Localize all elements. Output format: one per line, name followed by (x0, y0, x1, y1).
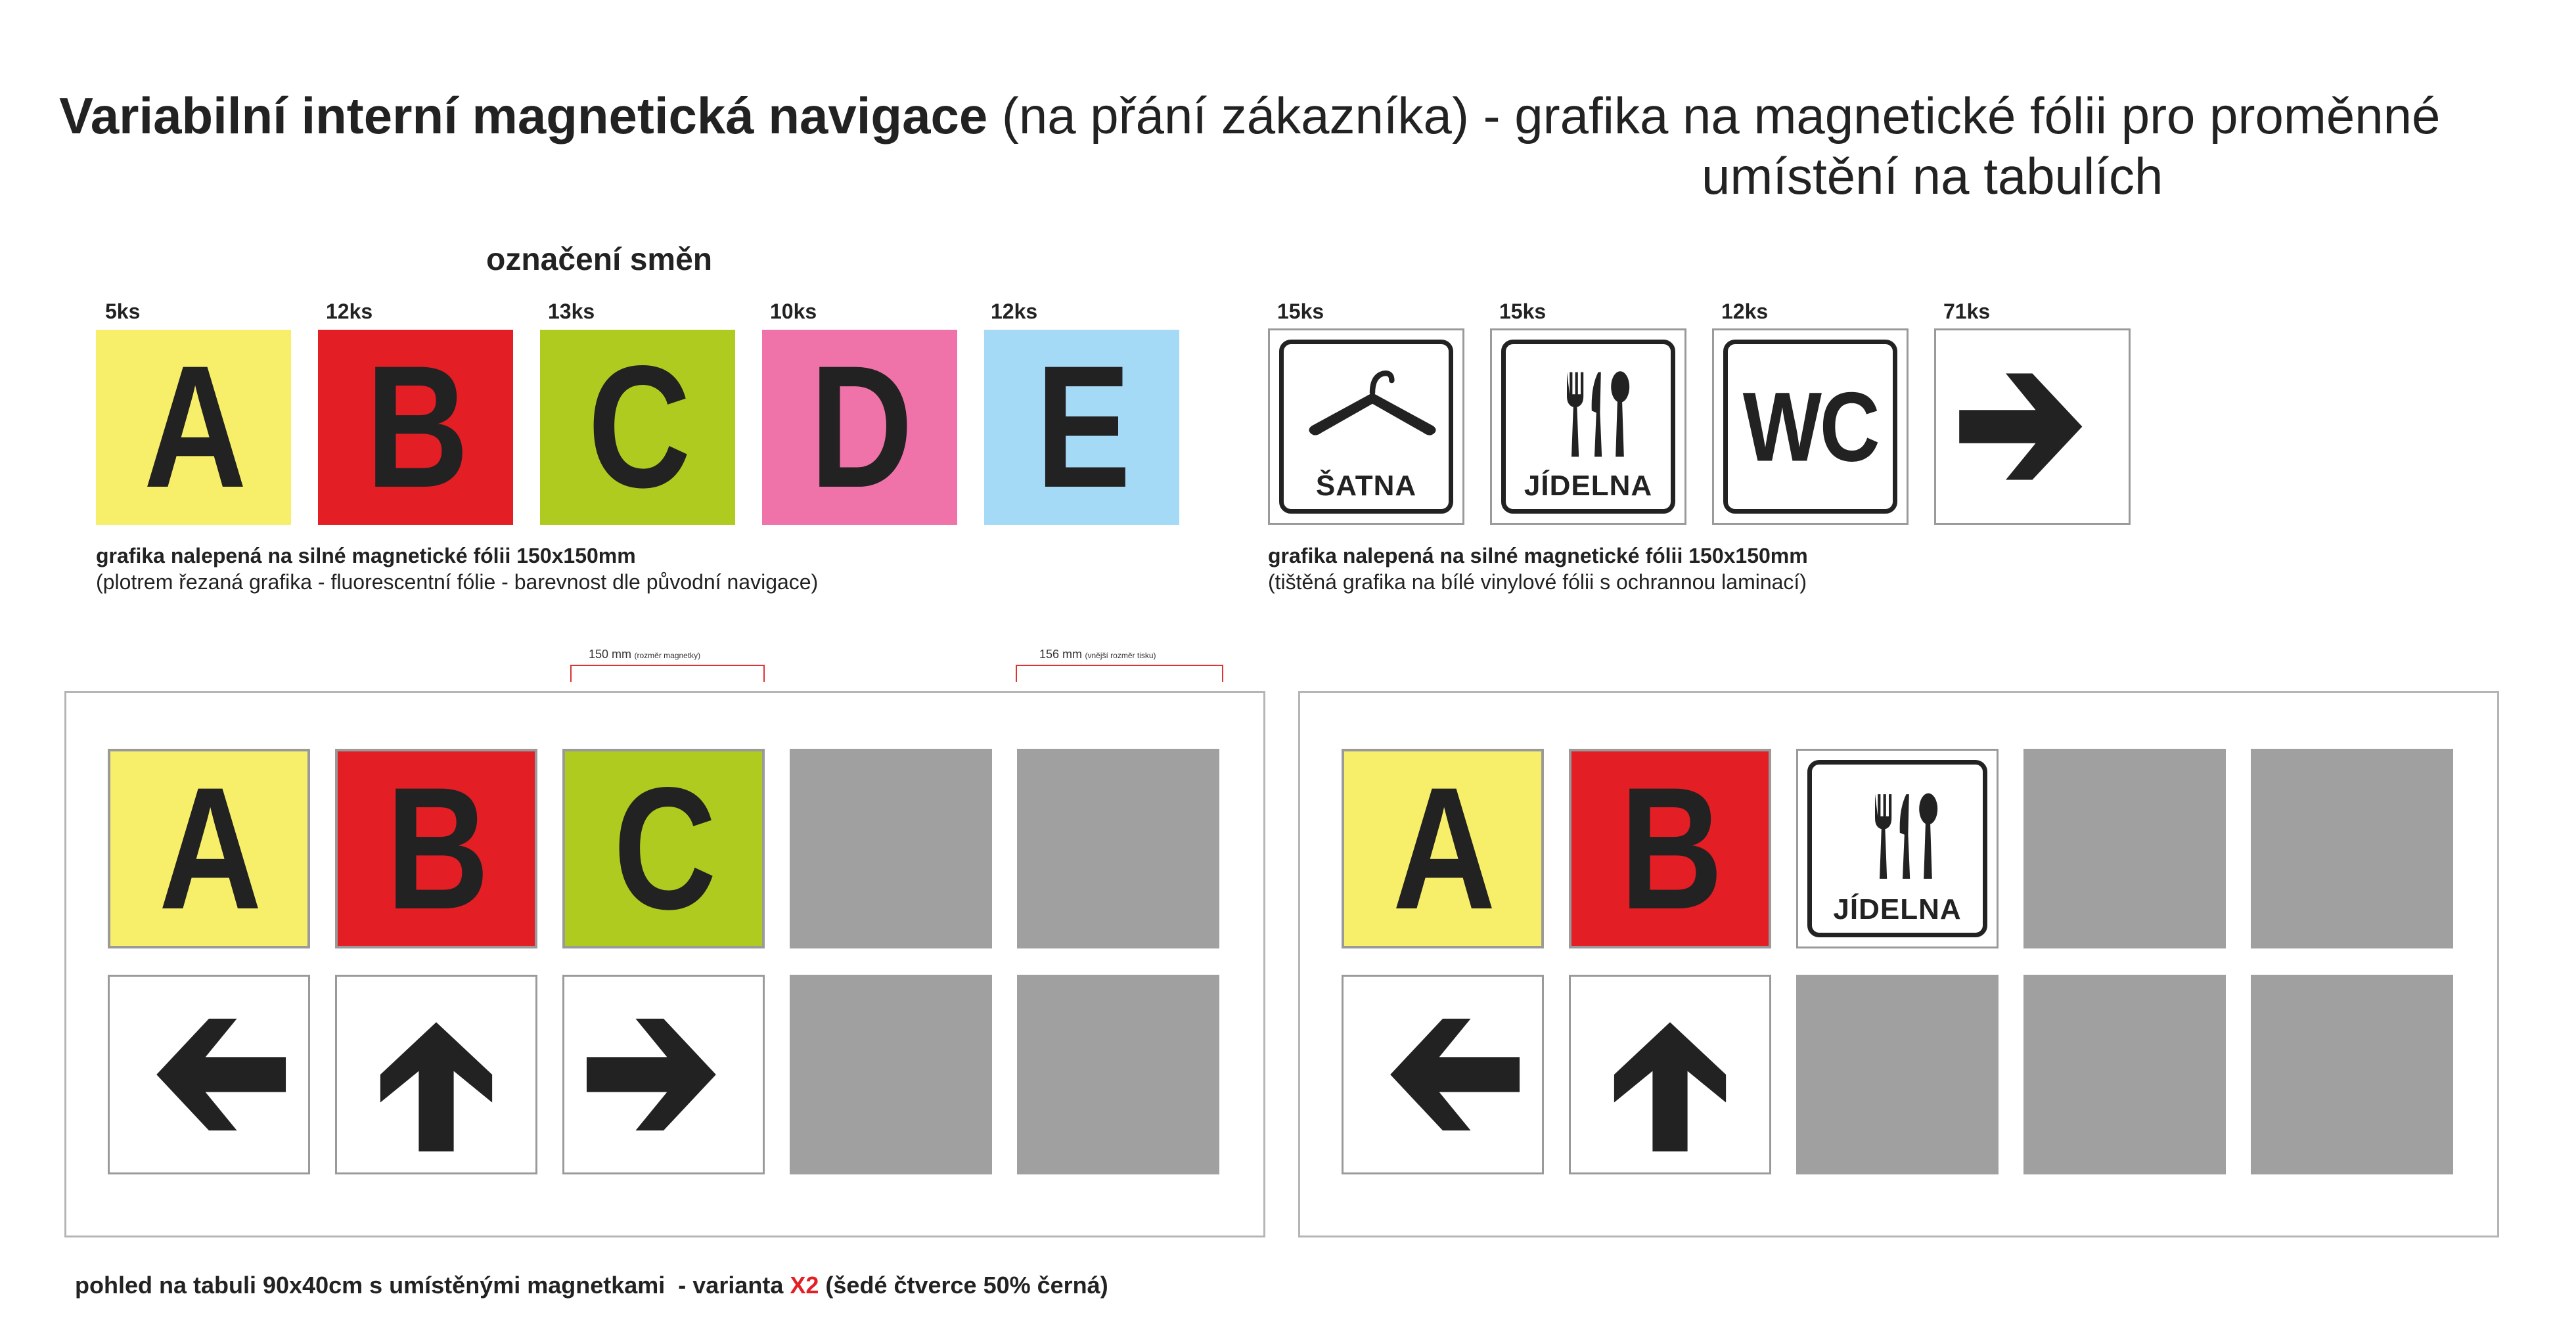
pict-note-detail: (tištěná grafika na bílé vinylové fólii s ochrannou laminací) (1268, 570, 1807, 594)
qty-satna: 15ks (1277, 300, 1324, 323)
title-bold: Variabilní interní magnetická navigace (59, 87, 988, 145)
dim-magnet-tick-left (570, 665, 572, 682)
board-right-gray-tile (1796, 975, 1999, 1174)
board-right-tile-a: A (1342, 749, 1544, 948)
arrow-right-icon (1949, 344, 2115, 510)
qty-e: 12ks (991, 300, 1038, 323)
board-left-tile-arrow-right (562, 975, 765, 1174)
board-left-tile-c: C (562, 749, 765, 948)
board-right-gray-tile (2251, 749, 2453, 948)
board-left-gray-tile (790, 749, 992, 948)
shift-tile-b: B (318, 330, 513, 525)
board-right-gray-tile (2023, 749, 2226, 948)
board-right-gray-tile (2251, 975, 2453, 1174)
qty-wc: 12ks (1721, 300, 1769, 323)
dim-magnet-label: 150 mm (rozměr magnetky) (589, 648, 701, 661)
wc-icon: WC (1742, 371, 1878, 481)
qty-d: 10ks (770, 300, 817, 323)
shift-tile-e: E (984, 330, 1179, 525)
pict-tile-satna (1268, 328, 1464, 525)
board-left-tile-a: A (108, 749, 310, 948)
qty-a: 5ks (105, 300, 141, 323)
board-right-gray-tile (2023, 975, 2226, 1174)
hanger-icon (1303, 364, 1441, 449)
qty-jidelna: 15ks (1499, 300, 1547, 323)
board-left-gray-tile (1017, 975, 1219, 1174)
arrow-right-icon (576, 987, 751, 1162)
page-title (59, 85, 2556, 146)
dim-print-label: 156 mm (vnější rozměr tisku) (1039, 648, 1156, 661)
pict-caption-jidelna: JÍDELNA (1524, 470, 1653, 502)
qty-arrow: 71ks (1943, 300, 1991, 323)
qty-b: 12ks (326, 300, 373, 323)
arrow-up-icon (1583, 987, 1757, 1162)
dim-print-tick-right (1222, 665, 1223, 682)
arrow-left-icon (122, 987, 296, 1162)
qty-c: 13ks (548, 300, 595, 323)
arrow-up-icon (349, 987, 524, 1162)
pict-note-bold: grafika nalepená na silné magnetické fólii 150x150mm (1268, 544, 1808, 568)
shift-note-detail: (plotrem řezaná grafika - fluorescentní fólie - barevnost dle původní navigace) (96, 570, 819, 594)
board-right-tile-b: B (1569, 749, 1771, 948)
title-rest: (na přání zákazníka) - grafika na magnetické fólii pro proměnné (987, 87, 2441, 145)
pict-caption-satna: ŠATNA (1315, 470, 1417, 502)
board-left-tile-arrow-left (108, 975, 310, 1174)
pict-note (1268, 543, 1808, 595)
footer-text: pohled na tabuli 90x40cm s umístěnými magnetkami - varianta (75, 1272, 790, 1299)
shift-tile-d: D (762, 330, 957, 525)
dim-magnet-line (570, 665, 765, 666)
board-left-gray-tile (790, 975, 992, 1174)
pict-tile-jidelna (1490, 328, 1686, 525)
footer-caption (75, 1272, 1108, 1299)
board-right-tile-arrow-left (1342, 975, 1544, 1174)
board-right-jidelna-caption: JÍDELNA (1833, 893, 1962, 925)
shift-note-bold: grafika nalepená na silné magnetické fólii 150x150mm (96, 544, 636, 568)
dim-print-tick-left (1016, 665, 1017, 682)
cutlery-icon (1548, 359, 1640, 470)
board-left-gray-tile (1017, 749, 1219, 948)
shift-section-label: označení směn (486, 242, 713, 277)
board-right-tile-arrow-up (1569, 975, 1771, 1174)
title-line2: umístění na tabulích (1702, 147, 2163, 205)
dim-print-line (1016, 665, 1223, 666)
shift-note (96, 543, 818, 595)
footer-suffix: (šedé čtverce 50% černá) (819, 1272, 1108, 1299)
dim-magnet-tick-right (763, 665, 765, 682)
board-left-tile-b: B (335, 749, 537, 948)
shift-tile-a: A (96, 330, 291, 525)
board-right-tile-jidelna (1796, 749, 1999, 948)
pict-tile-wc (1712, 328, 1909, 525)
cutlery-icon (1857, 779, 1949, 894)
board-left-tile-arrow-up (335, 975, 537, 1174)
pict-tile-arrow (1934, 328, 2131, 525)
shift-tile-c: C (540, 330, 735, 525)
footer-variant: X2 (790, 1272, 819, 1299)
arrow-left-icon (1355, 987, 1530, 1162)
